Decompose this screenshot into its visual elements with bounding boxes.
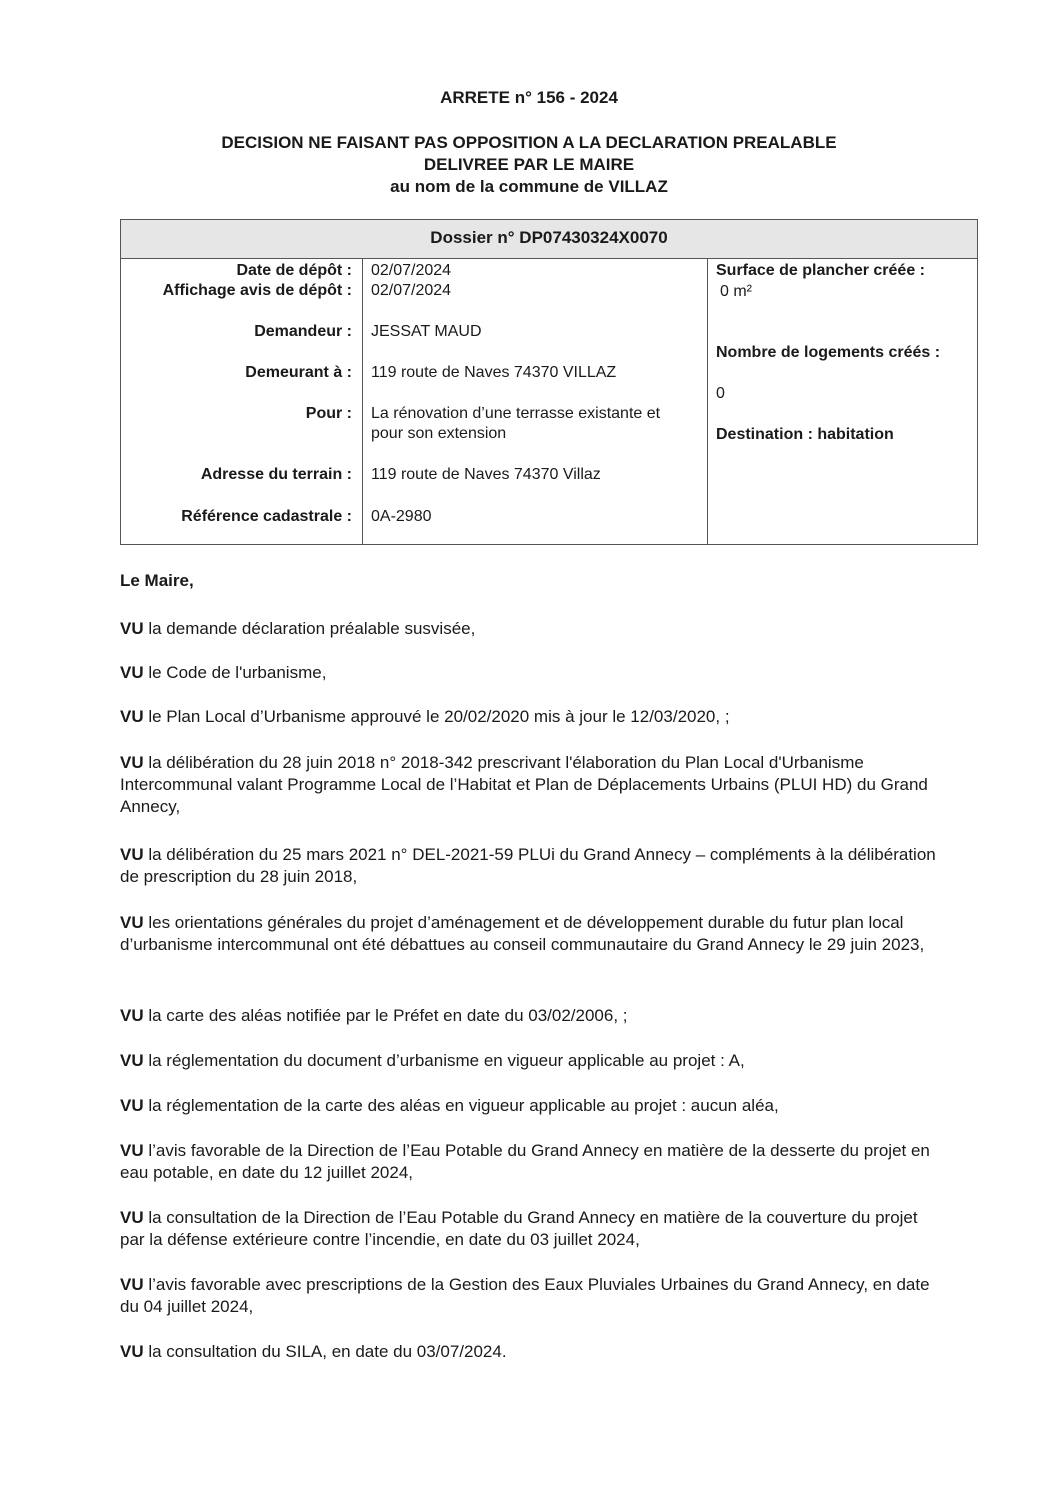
vu-keyword: VU <box>120 1141 144 1160</box>
logements-label: Nombre de logements créés : <box>716 344 941 361</box>
decision-title-line1: DECISION NE FAISANT PAS OPPOSITION A LA DECLARATION PREALABLE <box>221 133 837 152</box>
value-affichage: 02/07/2024 <box>371 282 452 299</box>
vu-keyword: VU <box>120 619 144 638</box>
vu-item <box>120 752 940 818</box>
label-reference: Référence cadastrale : <box>181 508 352 525</box>
vu-text: la carte des aléas notifiée par le Préfet en date du 03/02/2006, ; <box>143 1006 628 1025</box>
vu-keyword: VU <box>120 913 144 932</box>
vu-keyword: VU <box>120 1006 144 1025</box>
value-date-depot: 02/07/2024 <box>371 262 452 279</box>
decision-title-line3: au nom de la commune de VILLAZ <box>390 177 668 196</box>
value-demandeur: JESSAT MAUD <box>371 323 482 340</box>
label-date-depot: Date de dépôt : <box>236 262 352 279</box>
vu-item <box>120 1274 940 1318</box>
vu-text: le Code de l'urbanisme, <box>143 663 327 682</box>
le-maire: Le Maire, <box>120 571 194 590</box>
value-demeurant: 119 route de Naves 74370 VILLAZ <box>371 364 617 381</box>
label-demandeur: Demandeur : <box>254 323 352 340</box>
vu-keyword: VU <box>120 707 144 726</box>
vu-text: l’avis favorable avec prescriptions de la Gestion des Eaux Pluviales Urbaines du Grand Annecy, en date du 04 juillet 2024, <box>120 1275 930 1316</box>
vu-item <box>120 1341 940 1363</box>
label-pour: Pour : <box>305 405 352 422</box>
vu-keyword: VU <box>120 1208 144 1227</box>
label-affichage: Affichage avis de dépôt : <box>162 282 352 299</box>
column-divider <box>707 258 708 544</box>
arrete-number: ARRETE n° 156 - 2024 <box>440 88 618 107</box>
vu-keyword: VU <box>120 1096 144 1115</box>
vu-text: la consultation du SILA, en date du 03/07/2024. <box>143 1342 507 1361</box>
vu-item <box>120 618 940 640</box>
vu-keyword: VU <box>120 753 144 772</box>
vu-keyword: VU <box>120 1051 144 1070</box>
value-reference: 0A-2980 <box>371 508 432 525</box>
logements-value: 0 <box>716 385 725 402</box>
surface-label: Surface de plancher créée : <box>716 262 925 279</box>
vu-text: la demande déclaration préalable susvisée, <box>143 619 476 638</box>
vu-item <box>120 1140 940 1184</box>
vu-text: le Plan Local d’Urbanisme approuvé le 20/02/2020 mis à jour le 12/03/2020, ; <box>143 707 730 726</box>
label-demeurant: Demeurant à : <box>245 364 352 381</box>
vu-item <box>120 844 940 888</box>
vu-item <box>120 662 940 684</box>
label-adresse: Adresse du terrain : <box>200 466 352 483</box>
surface-value: 0 m² <box>720 283 752 300</box>
vu-keyword: VU <box>120 663 144 682</box>
vu-text: les orientations générales du projet d’aménagement et de développement durable du futur plan local d’urbanisme intercommunal ont été débattues au conseil communautaire du Grand Annecy le 29 juin 2023, <box>120 913 925 954</box>
vu-text: la réglementation de la carte des aléas en vigueur applicable au projet : aucun aléa, <box>143 1096 779 1115</box>
vu-text: la consultation de la Direction de l’Eau Potable du Grand Annecy en matière de la couverture du projet par la défense extérieure contre l’incendie, en date du 03 juillet 2024, <box>120 1208 918 1249</box>
vu-item <box>120 1095 940 1117</box>
vu-text: la délibération du 28 juin 2018 n° 2018-342 prescrivant l'élaboration du Plan Local d'Urbanisme Intercommunal valant Programme Local de l’Habitat et Plan de Déplacements Urbains (PLUI HD) du Grand Annecy, <box>120 753 928 816</box>
vu-item <box>120 1005 940 1027</box>
column-divider <box>362 258 363 544</box>
vu-keyword: VU <box>120 845 144 864</box>
vu-item <box>120 912 940 956</box>
vu-keyword: VU <box>120 1342 144 1361</box>
vu-item <box>120 1050 940 1072</box>
value-adresse: 119 route de Naves 74370 Villaz <box>371 466 601 483</box>
vu-text: la délibération du 25 mars 2021 n° DEL-2021-59 PLUi du Grand Annecy – compléments à la délibération de prescription du 28 juin 2018, <box>120 845 936 886</box>
vu-text: la réglementation du document d’urbanisme en vigueur applicable au projet : A, <box>143 1051 745 1070</box>
value-pour-line1: La rénovation d’une terrasse existante et <box>371 405 661 422</box>
destination: Destination : habitation <box>716 426 894 443</box>
vu-keyword: VU <box>120 1275 144 1294</box>
vu-item <box>120 706 940 728</box>
dossier-table <box>120 219 978 545</box>
decision-title-line2: DELIVREE PAR LE MAIRE <box>423 155 635 174</box>
vu-item <box>120 1207 940 1251</box>
dossier-number: Dossier n° DP07430324X0070 <box>121 220 977 259</box>
value-pour-line2: pour son extension <box>371 425 507 442</box>
vu-text: l’avis favorable de la Direction de l’Eau Potable du Grand Annecy en matière de la desserte du projet en eau potable, en date du 12 juillet 2024, <box>120 1141 930 1182</box>
